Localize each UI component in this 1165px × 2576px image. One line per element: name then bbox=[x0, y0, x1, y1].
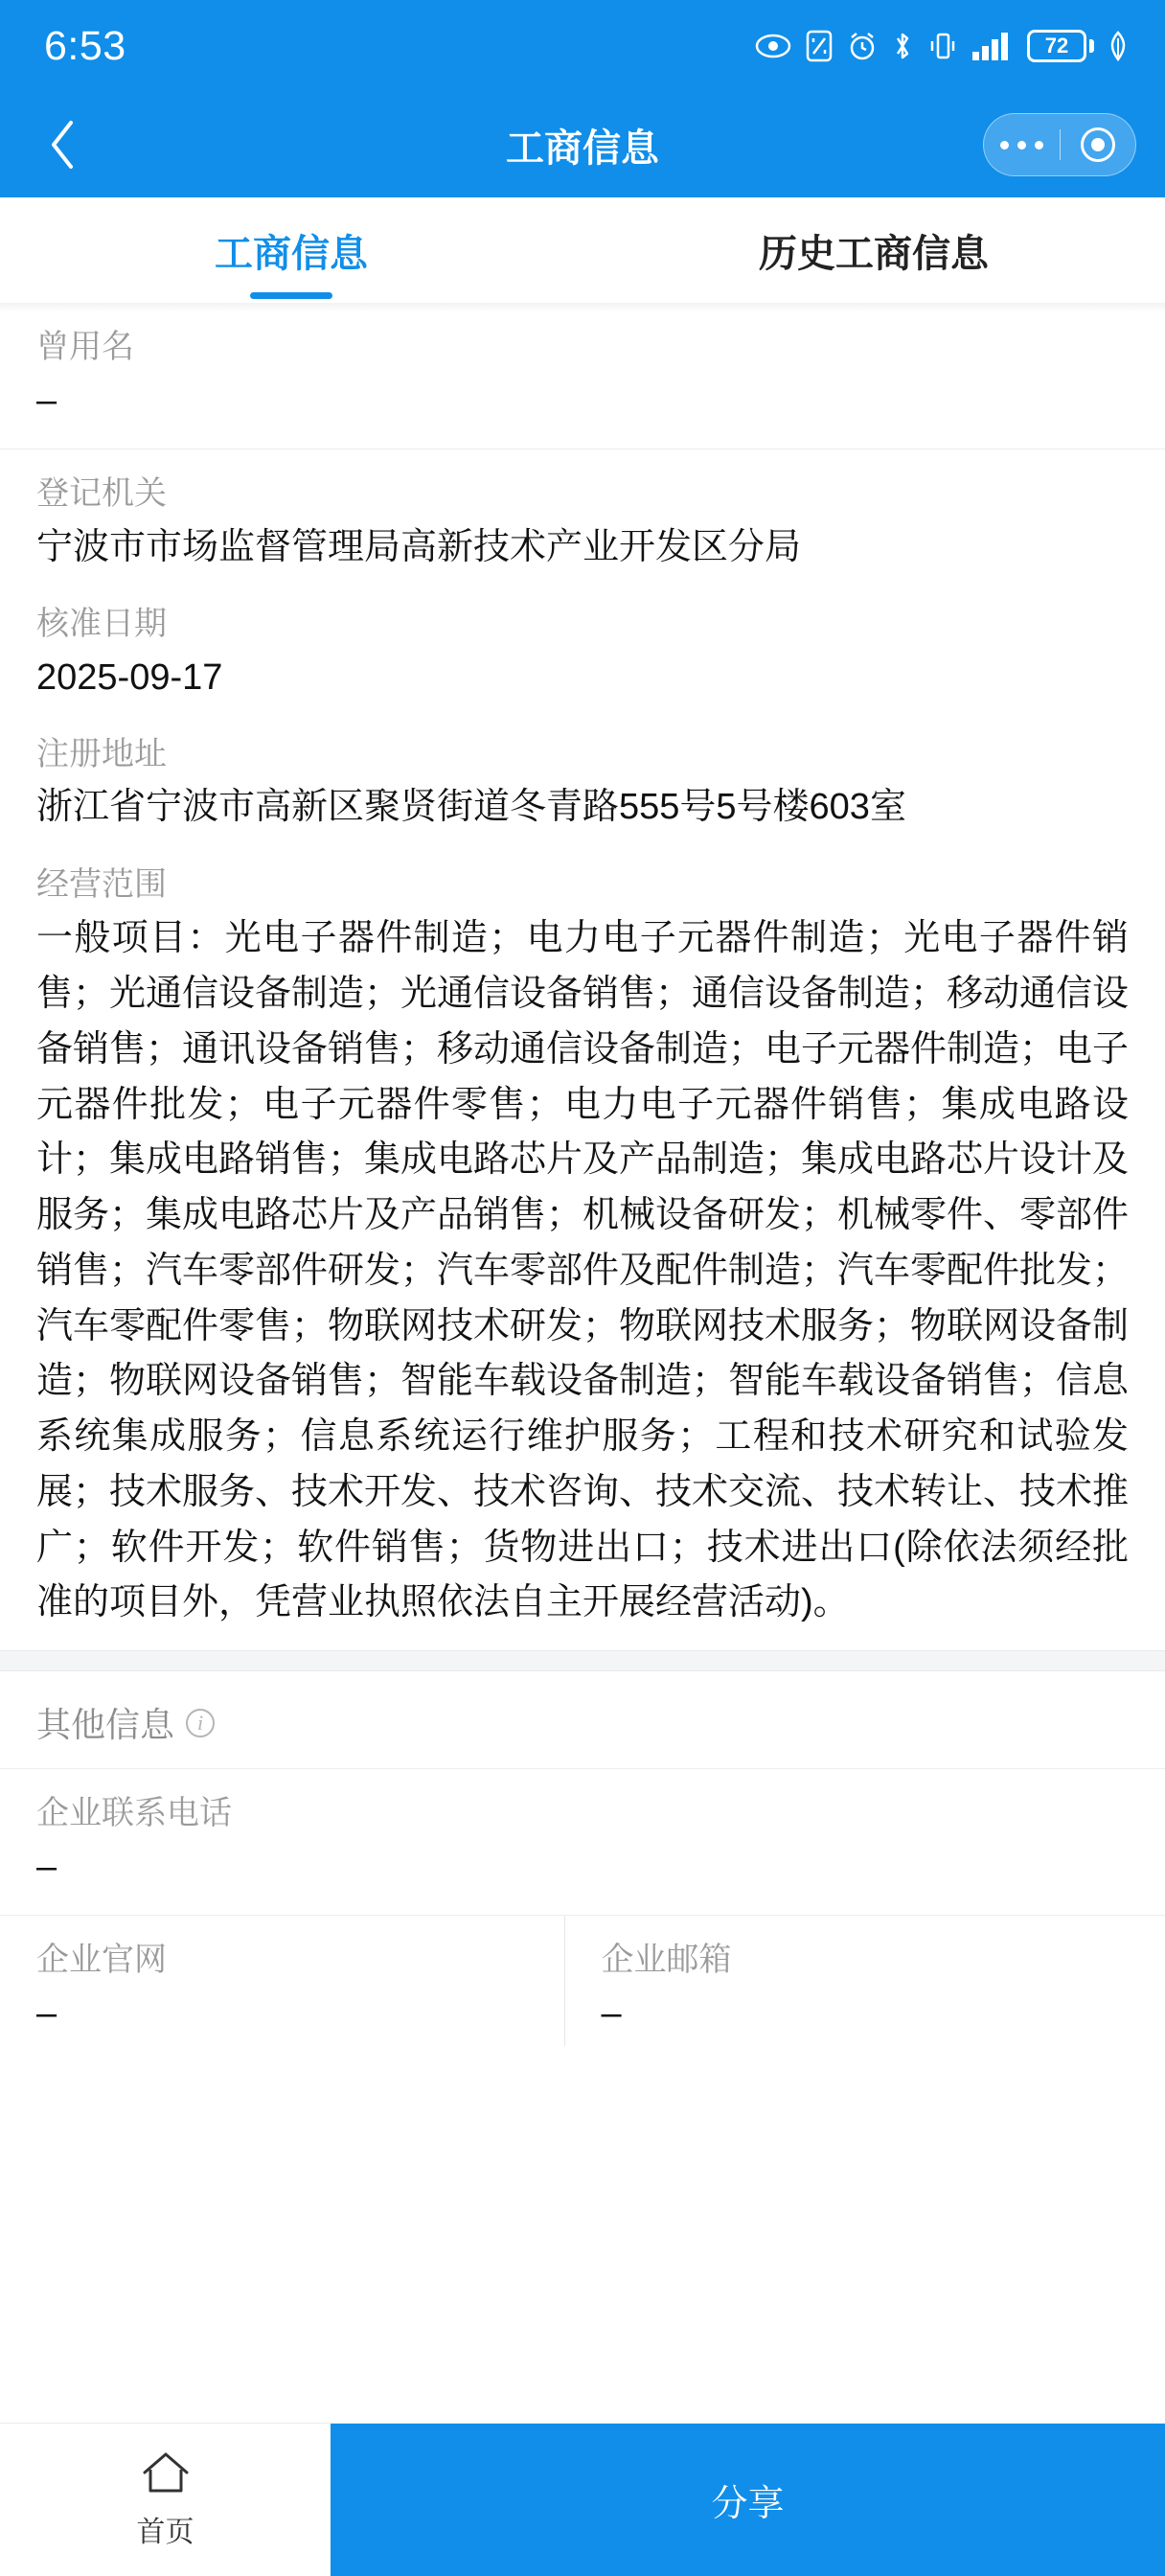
section-title: 其他信息 bbox=[36, 1705, 175, 1745]
status-bar bbox=[0, 0, 1165, 92]
bluetooth-icon bbox=[891, 30, 914, 62]
battery-level: 72 bbox=[1027, 30, 1086, 62]
field-approval-date bbox=[0, 580, 1165, 710]
field-label: 企业邮箱 bbox=[601, 1942, 732, 1978]
content-scroll-area[interactable] bbox=[0, 303, 1165, 2423]
info-icon[interactable]: i bbox=[186, 1709, 215, 1737]
eye-icon bbox=[755, 34, 791, 58]
alarm-icon bbox=[847, 31, 878, 61]
field-registered-address bbox=[0, 710, 1165, 840]
more-dots-icon[interactable] bbox=[984, 141, 1060, 150]
tab-label: 工商信息 bbox=[215, 232, 368, 275]
field-value: – bbox=[601, 1992, 623, 2034]
field-value: 一般项目：光电子器件制造；电力电子元器件制造；光电子器件销售；光通信设备制造；光通信设备销售；通信设备制造；移动通信设备销售；通讯设备销售；移动通信设备制造；电子元器件制造；电子元器件批发；电子元器件零售；电力电子元器件销售；集成电路设计；集成电路销售；集成电路芯片及产品制造；集成电路芯片设计及服务；集成电路芯片及产品销售；机械设备研发；机械零件、零部件销售；汽车零部件研发；汽车零部件及配件制造；汽车零配件批发；汽车零配件零售；物联网技术研发；物联网技术服务；物联网设备制造；物联网设备销售；智能车载设备制造；智能车载设备销售；信息系统集成服务；信息系统运行维护服务；工程和技术研究和试验发展；技术服务、技术开发、技术咨询、技术交流、技术转让、技术推广；软件开发；软件销售；货物进出口；技术进出口(除依法须经批准的项目外，凭营业执照依法自主开展经营活动)。 bbox=[36, 918, 1130, 1623]
field-label: 曾用名 bbox=[36, 329, 134, 365]
field-value: – bbox=[36, 1846, 58, 1887]
field-label: 经营范围 bbox=[36, 865, 167, 903]
field-company-phone bbox=[0, 1769, 1165, 1899]
leaf-icon bbox=[1108, 31, 1129, 61]
home-icon bbox=[141, 2450, 191, 2500]
tab-label: 历史工商信息 bbox=[759, 232, 989, 275]
field-value: 浙江省宁波市高新区聚贤街道冬青路555号5号楼603室 bbox=[36, 787, 906, 828]
mini-program-capsule[interactable] bbox=[983, 113, 1136, 176]
status-icons bbox=[755, 30, 1129, 62]
vibrate-icon bbox=[927, 30, 958, 62]
back-button[interactable] bbox=[29, 111, 96, 178]
home-label: 首页 bbox=[136, 2517, 194, 2548]
field-company-website bbox=[36, 1916, 564, 2046]
page-title: 工商信息 bbox=[506, 126, 659, 170]
tab-history-business-info[interactable] bbox=[582, 197, 1165, 303]
home-button[interactable] bbox=[0, 2424, 331, 2576]
signal-icon bbox=[971, 31, 1014, 61]
field-former-name bbox=[0, 303, 1165, 433]
field-value: – bbox=[36, 380, 58, 421]
chevron-left-icon bbox=[46, 119, 79, 171]
field-label: 核准日期 bbox=[36, 605, 167, 642]
tab-business-info[interactable] bbox=[0, 197, 582, 303]
field-label: 注册地址 bbox=[36, 735, 167, 772]
field-registration-authority bbox=[0, 449, 1165, 580]
bottom-bar bbox=[0, 2423, 1165, 2576]
other-info-header bbox=[0, 1671, 1165, 1768]
section-gap bbox=[0, 1650, 1165, 1671]
share-button[interactable] bbox=[331, 2424, 1165, 2576]
field-value: – bbox=[36, 1992, 58, 2034]
share-label: 分享 bbox=[711, 2484, 785, 2524]
field-label: 登记机关 bbox=[36, 474, 167, 512]
field-value: 2025-09-17 bbox=[36, 656, 223, 698]
field-label: 企业联系电话 bbox=[36, 1795, 232, 1832]
nfc-icon bbox=[805, 30, 834, 62]
status-time: 6:53 bbox=[44, 22, 126, 69]
field-company-email bbox=[564, 1916, 1130, 2046]
tab-bar bbox=[0, 197, 1165, 303]
field-value: 宁波市市场监督管理局高新技术产业开发区分局 bbox=[36, 526, 802, 567]
field-business-scope bbox=[0, 840, 1165, 1632]
battery-icon bbox=[1027, 30, 1094, 62]
field-label: 企业官网 bbox=[36, 1942, 167, 1978]
target-icon[interactable] bbox=[1061, 127, 1136, 162]
company-web-email-row bbox=[0, 1916, 1165, 2046]
nav-bar bbox=[0, 92, 1165, 197]
